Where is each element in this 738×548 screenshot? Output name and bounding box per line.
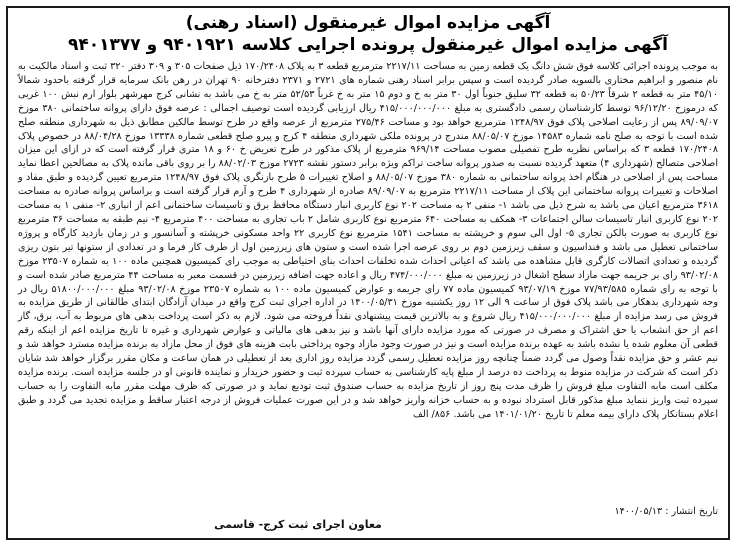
notice-frame [6, 6, 730, 540]
notice-title-primary: آگهی مزایده اموال غیرمنقول (اسناد رهنی) [185, 13, 551, 33]
notice-title-secondary: آگهی مزایده اموال غیرمنقول پرونده اجرایی کلاسه ۹۴۰۱۹۲۱ و ۹۴۰۱۳۷۷ [68, 35, 668, 55]
publish-date: تاریخ انتشار : ۱۴۰۰/۰۵/۱۳ [614, 506, 718, 517]
signature-block [8, 518, 728, 531]
notice-title-block [8, 12, 728, 56]
notice-body-paragraph: به موجب پرونده اجرائی کلاسه فوق شش دانگ یک قطعه زمین به مساحت ۲۲۱۷/۱۱ مترمربع قطعه ۳ به پلاک ۱۷۰/۲۴۰۸ ذیل صفحات ۳۰۵ و ۳۰۹ دفتر ۳۲۰ ثبت و اسناد مالکیت به نام منصور و ابراهیم مختاری بالسویه صادر گردیده است و سپس برابر اسناد رهنی شماره های ۲۷۲۱ و ۲۳۷۱ دفترخانه ۹۰ تهران در رهن بانک سرمایه قرار گرفته باحدود شمالاً ۴۵/۱۰ متر به قطعه ۲ شرقاً ۵۰/۲۳ به قطعه ۳۲ سلیق جنوباً اول ۳۰ متر به خ و دوم ۱۵ متر به خ غرباً ۵۲/۵۳ متر به خ می باشد به نشانی کرج مهرشهر بلوار ارم نبش ۱۰۰ غربی که درموزخ ۹۶/۱۲/۲۰ توسط کارشناسان رسمی دادگستری به مبلغ ۴۱۵/۰۰۰/۰۰۰/۰۰۰ ریال ارزیابی گردیده است توصیف اجمالی : عرصه فوق دارای پروانه ساختمانی ۳۸۰ موزخ ۸۹/۰۹/۰۷ پس از رعایت اصلاحی پلاک فوق ۱۲۴۸/۹۷ مترمربع خواهد بود و مساحت ۲۷۵/۴۶ مترمربع از عرصه واقع در طرح توسط مالکین مطابق ذیل به شهرداری منطقه صلح شده است با توجه به صلح نامه شماره ۱۴۵۸۳ موزخ ۸۸/۰۵/۰۷ مندرج در پرونده ملکی شهرداری منطقه ۴ کرج و پیرو صلح قطعی شماره ۱۳۳۳۸ موزخ ۸۸/۰۴/۲۸ در خصوص پلاک ۱۷۰/۲۴۰۸ قطعه ۳ که براساس نظریه طرح تفصیلی مصوب مساحت ۹۶۹/۱۴ مترمربع از پلاک مذکور در طرح تعریض خ ۶۰ و ۱۸ متری قرار گرفته است که در ازای این میزان اصلاحی متصالح (شهرداری ۴) متعهد گردیده نسبت به صدور پروانه ساخت تراکم ویژه برابر دستور نقشه ۲۷۲۳ موزخ ۸۸/۰۲/۰۳ را بر روی باقی مانده پلاک به مصالحین اعطا نماید مساحت پس از اصلاحی در هنگام اخذ پروانه ساختمانی به شماره ۳۸۰ موزخ ۸۸/۰۵/۰۷ و اصلاح تغییرات ۵ طرح بازنگری پلاک فوق ۱۲۴۸/۹۷ مترمربع تعیین گردیده و طبق مفاد و اصلاحات و تغییرات پروانه ساختمانی این پلاک از مساحت ۲۲۱۷/۱۱ مترمربع به ۸۹/۰۹/۰۷ صادره از شهرداری ۴ طرح و آرم قرار گرفته است و براساس پروانه صادره به مساحت ۳۶۱۸ مترمربع اعیان می باشد به شرح ذیل می باشد ۱- منفی ۲ به مساحت ۲۰۲ نوع کاربری انبار دستگاه محافظ برق و تاسیسات ساختمانی اعم از انباری ۲- منفی ۱ به مساحت ۲۰۲ نوع کاربری انبار تاسیسات سالن اجتماعات ۳- همکف به مساحت ۶۴۰ مترمربع نوع کاربری شامل ۲ باب تجاری به مساحت ۴۰۰ مترمربع ۴- نیم طبقه به مساحت ۳۶ مترمربع نوع کاربری به صورت بالکن تجاری ۵- اول الی سوم و خرپشته به مساحت ۱۵۴۱ مترمربع نوع کاربری ۲۲ واحد مسکونی خرپشته و آسانسور و در زمان بازدید کارگاه و پروژه ساختمانی تعطیل می باشد و فنداسیون و سقف زیرزمین دوم بر روی عرصه اجرا شده است و ستون های زیرزمین اول از طرف کار فرما و در تعدادی از ستونها تیر بتون ریزی گردیده و تعدادی اتصالات کارگری قابل مشاهده می باشد که اعیانی احداث شده تخلفات احداث بنای احتیاطی به موجب رای کمیسیون همچنین ماده ۱۰۰ به شماره ۲۳۵۰۷ موزخ ۹۳/۰۲/۰۸ رای بر جریمه جهت مازاد سطح اشغال در زیرزمین به مبلغ ۴۷۴/۰۰۰/۰۰۰ ریال و اعاده جهت اضافه زیرزمین در قسمت معبر به مساحت ۴۴ مترمربع صادر شده است و با توجه به رای شماره ۷۷/۹۳/۵۸۵ موزخ ۹۳/۰۷/۱۹ کمیسیون ماده ۷۷ رای جریمه و عوارض کمیسیون ماده ۱۰۰ به شماره ۲۳۵۰۷ موزخ ۹۳/۰۲/۰۸ مبلغ ۵۱۸۰۰/۰۰۰/۰۰۰ ریال در وجه شهرداری بدهکار می باشد پلاک فوق از ساعت ۹ الی ۱۲ روز یکشنبه موزخ ۱۴۰۰/۰۵/۳۱ در اداره اجرای ثبت کرج واقع در میدان آزادگان ابتدای طالقانی از طریق مزایده به فروش می رسد مزایده از مبلغ ۴۱۵/۰۰۰/۰۰۰/۰۰۰ ریال شروع و به بالاترین قیمت پیشنهادی نقداً فروخته می شود. لازم به ذکر است پرداخت بدهی های مربوط به آب، برق، گاز اعم از حق انشعاب یا حق اشتراک و مصرف در صورتی که مورد مزایده دارای آنها باشد و نیز بدهی های مالیاتی و عوارض شهرداری و غیره تا تاریخ مزایده اعم از اینکه رقم قطعی آن معلوم شده یا نشده باشد به عهده برنده مزایده است و نیز در صورت وجود مازاد وجوه پرداختی بابت هزینه های فوق از محل مازاد به برنده مزایده مسترد خواهد شد و نیم عشر و حق مزایده نقداً وصول می گردد ضمناً چنانچه روز مزایده تعطیل رسمی گردد مزایده روز اداری بعد از تعطیلی در همان ساعت و مکان مقرر برگزار خواهد شد شایان ذکر است که شرکت در مزایده منوط به پرداخت ده درصد از مبلغ پایه کارشناسی به حساب سپرده ثبت و حضور خریدار و نماینده قانونی او در جلسه مزایده است. برنده مزایده مکلف است مابه التفاوت مبلغ فروش را ظرف مدت پنج روز از تاریخ مزایده به حساب صندوق ثبت تودیع نماید و در صورتی که ظرف مهلت مقرر مابه التفاوت را به حساب سپرده ثبت واریز ننماید مبلغ مذکور قابل استرداد نبوده و به حساب خزانه واریز خواهد شد و در این صورت عملیات فروش از درجه اعتبار ساقط و مزایده تجدید می گردد و طبق اعلام بستانکار پلاک دارای بیمه معلم تا تاریخ ۱۴۰۱/۰۱/۲۰ می باشد. ۸۵۶/ الف [17, 61, 719, 420]
signature-text: معاون اجرای ثبت کرج- قاسمی [214, 518, 382, 531]
notice-body [18, 60, 718, 422]
